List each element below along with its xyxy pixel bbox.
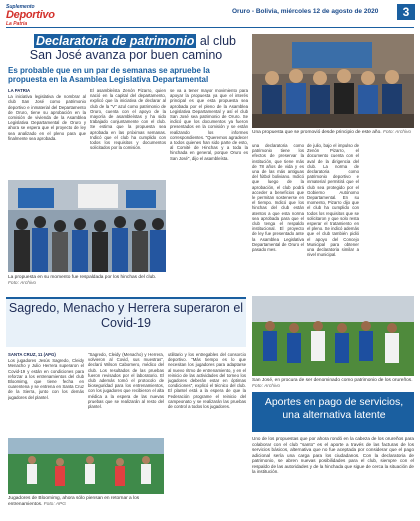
photo-san-jose-team [252,296,414,376]
article3-body: Uno de los propuestas que por ahora rondó en la cabeza de los orureños para colaborar con el club "santo" es el aporte a través de las facturas de los servicios básicos, alternativa que no fue aceptada por considerar que el pago adicional sería una carga para los ciudadanos. Con la declaratoria de patrimonio, se abren nuevas posibilidades para el club, siempre con el respaldo de las autoridades y de la hinchada que sigue de cerca la situación de la institución. [252,436,414,474]
photo-assembly-meeting [252,34,414,128]
article2-photo-credit: Foto: APG [43,501,66,507]
article2-column-1 [8,352,84,436]
photo-fans-protest [8,180,166,272]
photo-right-caption: Una propuesta que se promovió desde principio de este año. Foto: Archivo [252,130,412,135]
article1-column-6 [362,143,414,291]
article2-tag: SANTA CRUZ, 11 (APG) [8,352,56,357]
logo-accent-text: La Patria [6,21,28,27]
article3-photo-credit: Foto: Archivo [252,383,281,389]
article1-column-4: una declaratoria como patrimonio tiene los efectos de preservar la institución, que tiene más de 78 años de vida y es una de las más antiguas del fútbol boliviano. Indicó que luego de la aprobación, el club podrá acceder a beneficios que le permitan sostenerse en el tiempo. Indicó que los hinchas del club están atentos a que esta norma sea aprobada para que el club tenga el respaldo institucional. El proyecto de ley fue presentado ante la Asamblea Legislativa Departamental de Oruro el pasado mes. [252,143,304,253]
header-divider [6,27,414,28]
article1-column-5: de julio, bajo el impulso de Zenón Pizarro, el documento cuenta con el aval de la dirigencia del club. La norma de declaratoria como patrimonio deportivo e inmaterial permitirá que el club sea protegido por el Gobierno Autónomo Departamental. En su momento, Pizarro dijo que el club ha cumplido con todos los requisitos que se solicitaron y que solo resta esperar el tratamiento en el pleno. Se indicó además que el club también pidió el apoyo del Concejo Municipal para obtener una declaratoria similar a nivel municipal. [307,143,359,258]
article1-column-3: se va a tener mayor movimiento para apoyar la propuesta ya que el interés principal es que esta propuesta sea aprobada por el pleno de la Asamblea Legislativa Departamental y así el club San José sea patrimonio de Oruro. Se indicó que los documentos ya fueron presentados en la comisión y se están realizando los informes correspondientes. "Queremos agradecer a todos quienes han sido parte de esto, al Comité de Hinchas y a toda la hinchada en general, porque Oruro es San José", dijo el asambleísta. [170,88,248,161]
logo-main-text: Deportivo [6,9,55,21]
supplement-logo [6,4,58,26]
article2-column-2: "Sagredo, Cleidy (Menacho) y Herrera, volvieron al Covid, sus muestras", declaró Wilson Cabornero, médico del club. Los resultados de las pruebas fueron revisados por el laboratorio. El club además tomó el protocolo de bioseguridad para los entrenamientos, con los jugadores que recibieron el alta médica a la espera de las nuevas pruebas que se realizarán al resto del plantel. [88,352,164,410]
page-number: 3 [397,4,415,20]
article1-headline-line2: San José avanza por buen camino [29,48,223,62]
headline-rest: al club [196,34,236,48]
article1-column-1 [8,88,86,180]
article1-col1-text: La iniciativa legislativa de nombrar al club San José como patrimonio deportivo e inmaterial del Departamento de Oruro, tiene su aprobación en la comisión de vivienda de la Asamblea Legislativa Departamental de Oruro y ahora se espera que el proyecto de ley sea analizado en el pleno para que finalmente sea aprobada. [8,94,86,141]
photo-left-credit: Foto: Archivo [8,280,37,286]
article1-column-2: El asambleísta Zenón Pizarro, quien nació en la capital del departamento, explicó que la iniciativa de declarar al club de la "V" azul como patrimonio de Oruro, cuenta con el apoyo de la mayoría de asambleístas y ha sido trabajado conjuntamente con el club. Se estima que la propuesta sea aprobada en las próximas semanas. Indicó que el club ha cumplido con todos los requisitos y documentos solicitados por la comisión. [90,88,166,151]
article1-subtitle: Es probable que en un par de semanas se apruebe la propuesta en la Asamblea Legislativa Departamental [8,66,210,84]
article1-tag: LA PATRIA [8,88,31,93]
article3-photo-caption: San José, en procura de ser denominado como patrimonio de los orureños. Foto: Archivo [252,378,413,389]
dateline: Oruro - Bolivia, miércoles 12 de agosto de 2020 [232,8,379,15]
photo-left-caption: La propuesta en su momento fue respaldada por los hinchas del club. Foto: Archivo [8,275,157,286]
logo-super-text: Suplemento [6,4,35,10]
article2-photo-caption: Jugadores de Bloomimg, ahora sólo piensan en retornar a los entrenamientos. Foto: APG [8,496,140,507]
photo-bloomimg-training [8,438,164,494]
article3-headline: Aportes en pago de servicios, una alternativa latente [264,396,404,421]
article2-column-3: utilitario y los entregables del consorcio deportivo. "Más tiempo es lo que necesitan los jugadores para adaptarse al nuevo ritmo de entrenamiento, y en el reinicio de las actividades del torneo los jugadores deberán estar en óptimas condiciones", explicó el técnico del club. El plantel está a la espera de que la Federación programe el reinicio del campeonato y se realizarán las pruebas de control a todos los jugadores. [168,352,246,410]
headline-highlight: Declaratoria de patrimonio [36,34,195,48]
article2-col1-text: Los jugadores Jesús Sagredo, Cleidy Menacho y Julio Herrera superaron el Covid-19 y están en condiciones para reforzar a los entrenamientos del club Bloomimg, que tiene fecha en cuarentena y se entrena en Santa Cruz de la Sierra, junto con los demás jugadores del plantel. [8,358,84,400]
photo-right-credit: Foto: Archivo [382,130,412,135]
article2-headline: Sagredo, Menacho y Herrera superaron el Covid-19 [8,301,244,330]
